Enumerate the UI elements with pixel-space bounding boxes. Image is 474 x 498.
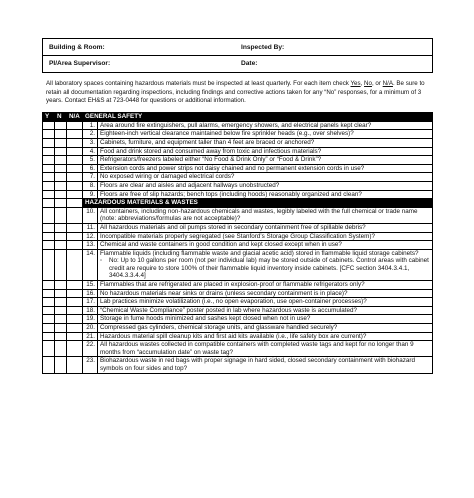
- intro-yes: Yes: [350, 80, 361, 87]
- item-text-cell: [98, 315, 433, 324]
- checkbox-yes[interactable]: [43, 207, 55, 223]
- checkbox-yes[interactable]: [43, 306, 55, 315]
- checkbox-no[interactable]: [55, 156, 67, 165]
- checkbox-na[interactable]: [67, 130, 83, 139]
- item-text-cell: [98, 121, 433, 130]
- item-text-cell: [98, 130, 433, 139]
- item-text-cell: [98, 324, 433, 333]
- checklist-item: [43, 241, 433, 250]
- item-number: 20.: [83, 324, 98, 333]
- item-text: All hazardous materials and oil pumps stored in secondary containment free of spillable debris?: [100, 223, 366, 231]
- item-number: 1.: [83, 121, 98, 130]
- checklist-item: [43, 281, 433, 290]
- checkbox-na[interactable]: [67, 138, 83, 147]
- checklist-item: [43, 156, 433, 165]
- item-text-cell: [98, 164, 433, 173]
- intro-text: . Be sure to retain all documentation regarding inspections, including findings and corrective actions taken for any “No” responses, for a minimum of 3 years. Contact EH&S at 723-0448 for questions or additional information.: [46, 80, 425, 105]
- item-text-cell: [98, 173, 433, 182]
- item-text-cell: [98, 306, 433, 315]
- column-na: N/A: [67, 112, 83, 121]
- checkbox-na[interactable]: [67, 156, 83, 165]
- checkbox-yes[interactable]: [43, 249, 55, 280]
- checkbox-na[interactable]: [67, 324, 83, 333]
- item-text-cell: [98, 190, 433, 199]
- checkbox-na[interactable]: [67, 241, 83, 250]
- checkbox-na[interactable]: [67, 249, 83, 280]
- checkbox-no[interactable]: [55, 249, 67, 280]
- checkbox-no[interactable]: [55, 223, 67, 232]
- checkbox-na[interactable]: [67, 223, 83, 232]
- checklist-item: [43, 357, 433, 373]
- empty-cell: [43, 199, 55, 208]
- checkbox-no[interactable]: [55, 181, 67, 190]
- checkbox-yes[interactable]: [43, 181, 55, 190]
- checklist-item: [43, 190, 433, 199]
- empty-cell: [55, 199, 67, 208]
- pi-supervisor-label: PI/Area Supervisor:: [49, 60, 111, 67]
- checkbox-no[interactable]: [55, 130, 67, 139]
- item-text: Storage in fume hoods minimized and sashes kept closed when not in use?: [100, 315, 311, 323]
- item-text: Flammable liquids (including flammable waste and glacial acetic acid) stored in flammable liquid storage cabinets?: [100, 249, 419, 257]
- checklist-item: [43, 147, 433, 156]
- checkbox-yes[interactable]: [43, 357, 55, 373]
- checkbox-na[interactable]: [67, 332, 83, 341]
- checkbox-na[interactable]: [67, 147, 83, 156]
- item-number: 10.: [83, 207, 98, 223]
- section-title: GENERAL SAFETY: [83, 112, 433, 121]
- item-text: All hazardous wastes collected in compatible containers with completed waste tags and kept for no longer than 9 months from “accumulation date” on waste tag?: [100, 341, 414, 356]
- intro-na: N/A: [382, 80, 393, 87]
- item-number: 18.: [83, 306, 98, 315]
- item-text-cell: [98, 332, 433, 341]
- checkbox-yes[interactable]: [43, 324, 55, 333]
- checkbox-no[interactable]: [55, 173, 67, 182]
- checkbox-no[interactable]: [55, 324, 67, 333]
- checkbox-yes[interactable]: [43, 241, 55, 250]
- checklist-item: [43, 298, 433, 307]
- item-text-cell: [98, 289, 433, 298]
- intro-text: All laboratory spaces containing hazardous materials must be inspected at least quarterly. For each item check: [46, 80, 351, 87]
- checkbox-no[interactable]: [55, 315, 67, 324]
- checkbox-no[interactable]: [55, 121, 67, 130]
- checkbox-yes[interactable]: [43, 341, 55, 357]
- checkbox-no[interactable]: [55, 306, 67, 315]
- checkbox-yes[interactable]: [43, 121, 55, 130]
- item-text-cell: [98, 156, 433, 165]
- item-number: 21.: [83, 332, 98, 341]
- item-text: No exposed wiring or damaged electrical cords?: [100, 173, 235, 181]
- item-number: 5.: [83, 156, 98, 165]
- empty-cell: [67, 199, 83, 208]
- checklist-item: [43, 341, 433, 357]
- column-y: Y: [43, 112, 55, 121]
- checklist-item: [43, 232, 433, 241]
- item-number: 23.: [83, 357, 98, 373]
- item-text: Flammables that are refrigerated are placed in explosion-proof or flammable refrigerators only?: [100, 281, 365, 289]
- checklist-item: [43, 289, 433, 298]
- checklist-item: [43, 324, 433, 333]
- item-text-cell: [98, 138, 433, 147]
- item-text-cell: [98, 207, 433, 223]
- section-title: HAZARDOUS MATERIALS & WASTES: [83, 199, 433, 208]
- checkbox-na[interactable]: [67, 173, 83, 182]
- item-number: 19.: [83, 315, 98, 324]
- item-number: 16.: [83, 289, 98, 298]
- item-text: Hazardous material spill cleanup kits and first aid kits available (i.e., life safety box are current)?: [100, 332, 367, 340]
- checkbox-yes[interactable]: [43, 315, 55, 324]
- item-text-cell: [98, 241, 433, 250]
- checkbox-na[interactable]: [67, 190, 83, 199]
- item-text-cell: [98, 281, 433, 290]
- bullet-icon: ◦: [100, 257, 103, 265]
- checklist-item: [43, 207, 433, 223]
- item-text: Incompatible materials properly segregated (see Stanford’s Storage Group Classification System)?: [100, 232, 375, 240]
- checkbox-no[interactable]: [55, 357, 67, 373]
- subnote-text: No: Up to 10 gallons per room (not per individual lab) may be stored outside of cabinets. Control areas with cabinet credit are require to store 100% of their flammable liquid inventory inside cabinets. [CFC section 3404.3.4.1, 3404.3.3.4.4]: [109, 257, 429, 280]
- item-text: Extension cords and power strips not daisy chained and no permanent extension cords in use?: [100, 164, 365, 172]
- checklist-item: [43, 138, 433, 147]
- item-number: 6.: [83, 164, 98, 173]
- item-number: 11.: [83, 223, 98, 232]
- checkbox-no[interactable]: [55, 332, 67, 341]
- item-number: 17.: [83, 298, 98, 307]
- item-text-cell: [98, 181, 433, 190]
- checklist-item: [43, 173, 433, 182]
- checklist-item: [43, 249, 433, 280]
- checkbox-yes[interactable]: [43, 332, 55, 341]
- checkbox-na[interactable]: [67, 306, 83, 315]
- section-header-row: [43, 199, 433, 208]
- item-subnote: [100, 257, 430, 280]
- item-number: 12.: [83, 232, 98, 241]
- item-number: 7.: [83, 173, 98, 182]
- item-text: Refrigerators/freezers labeled either “No Food & Drink Only” or “Food & Drink”?: [100, 156, 322, 164]
- checkbox-yes[interactable]: [43, 156, 55, 165]
- item-text-cell: [98, 147, 433, 156]
- checkbox-no[interactable]: [55, 232, 67, 241]
- column-header-row: [43, 112, 433, 121]
- item-text: “Chemical Waste Compliance” poster posted in lab where hazardous waste is accumulated?: [100, 306, 358, 314]
- inspection-form: [42, 38, 433, 374]
- checkbox-na[interactable]: [67, 164, 83, 173]
- inspected-by-label: Inspected By:: [241, 44, 285, 51]
- item-text-cell: [98, 223, 433, 232]
- item-text: Floors are free of slip hazards; bench tops (including hoods) reasonably organized and clean?: [100, 190, 362, 198]
- checkbox-yes[interactable]: [43, 173, 55, 182]
- checkbox-na[interactable]: [67, 121, 83, 130]
- checkbox-no[interactable]: [55, 190, 67, 199]
- item-number: 8.: [83, 181, 98, 190]
- item-text: Eighteen-inch vertical clearance maintained below fire sprinkler heads (e.g., over shelves)?: [100, 130, 354, 138]
- checklist-item: [43, 306, 433, 315]
- checkbox-na[interactable]: [67, 357, 83, 373]
- checkbox-no[interactable]: [55, 341, 67, 357]
- checklist-table: [42, 112, 433, 374]
- header-box: [42, 38, 433, 73]
- item-text-cell: [98, 232, 433, 241]
- checkbox-no[interactable]: [55, 164, 67, 173]
- item-text: Food and drink stored and consumed away from toxic and infectious materials?: [100, 147, 322, 155]
- checkbox-na[interactable]: [67, 207, 83, 223]
- instructions-paragraph: [46, 80, 431, 106]
- checklist-item: [43, 315, 433, 324]
- item-number: 4.: [83, 147, 98, 156]
- item-number: 15.: [83, 281, 98, 290]
- item-text: Chemical and waste containers in good condition and kept closed except when in use?: [100, 241, 342, 249]
- item-text-cell: [98, 357, 433, 373]
- intro-no: No: [364, 80, 372, 87]
- checklist-item: [43, 181, 433, 190]
- checkbox-na[interactable]: [67, 315, 83, 324]
- checkbox-yes[interactable]: [43, 232, 55, 241]
- item-text: Lab practices minimize volatilization (i.e., no open evaporation, use open-container processes)?: [100, 298, 367, 306]
- item-text: Area around fire extinguishers, pull alarms, emergency showers, and electrical panels kept clear?: [100, 121, 372, 129]
- item-text: Floors are clear and aisles and adjacent hallways unobstructed?: [100, 181, 280, 189]
- checkbox-no[interactable]: [55, 147, 67, 156]
- checkbox-na[interactable]: [67, 181, 83, 190]
- checkbox-no[interactable]: [55, 138, 67, 147]
- checkbox-no[interactable]: [55, 281, 67, 290]
- item-number: 22.: [83, 341, 98, 357]
- checkbox-yes[interactable]: [43, 147, 55, 156]
- item-text: No hazardous materials near sinks or drains (unless secondary containment is in place)?: [100, 289, 348, 297]
- item-number: 13.: [83, 241, 98, 250]
- item-text: Compressed gas cylinders, chemical storage units, and glassware handled securely?: [100, 324, 338, 332]
- checkbox-yes[interactable]: [43, 289, 55, 298]
- item-number: 9.: [83, 190, 98, 199]
- header-divider: [43, 55, 432, 56]
- item-text-cell: [98, 341, 433, 357]
- intro-sep: ,: [360, 80, 365, 87]
- item-text: Cabinets, furniture, and equipment taller than 4 feet are braced or anchored?: [100, 138, 315, 146]
- checkbox-na[interactable]: [67, 298, 83, 307]
- item-text: Biohazardous waste in red bags with proper signage in hard sided, closed secondary containment with biohazard symbols on four sides and top?: [100, 357, 416, 372]
- checkbox-yes[interactable]: [43, 281, 55, 290]
- checkbox-na[interactable]: [67, 341, 83, 357]
- checkbox-na[interactable]: [67, 289, 83, 298]
- checklist-item: [43, 130, 433, 139]
- item-number: 3.: [83, 138, 98, 147]
- checklist-item: [43, 223, 433, 232]
- checkbox-na[interactable]: [67, 281, 83, 290]
- checklist-item: [43, 332, 433, 341]
- item-text: All containers, including non-hazardous chemicals and wastes, legibly labeled with the full chemical or trade name (note: abbreviations/formulas are not acceptable)?: [100, 207, 418, 223]
- checkbox-yes[interactable]: [43, 164, 55, 173]
- item-number: 14.: [83, 249, 98, 280]
- checkbox-no[interactable]: [55, 241, 67, 250]
- checkbox-na[interactable]: [67, 232, 83, 241]
- checkbox-yes[interactable]: [43, 138, 55, 147]
- checkbox-no[interactable]: [55, 298, 67, 307]
- checkbox-no[interactable]: [55, 207, 67, 223]
- checkbox-no[interactable]: [55, 289, 67, 298]
- item-number: 2.: [83, 130, 98, 139]
- checkbox-yes[interactable]: [43, 190, 55, 199]
- checklist-item: [43, 164, 433, 173]
- checkbox-yes[interactable]: [43, 298, 55, 307]
- checklist-item: [43, 121, 433, 130]
- checkbox-yes[interactable]: [43, 130, 55, 139]
- item-text-cell: [98, 298, 433, 307]
- intro-sep: , or: [371, 80, 383, 87]
- checkbox-yes[interactable]: [43, 223, 55, 232]
- column-n: N: [55, 112, 67, 121]
- date-label: Date:: [241, 60, 258, 67]
- item-text-cell: [98, 249, 433, 280]
- building-room-label: Building & Room:: [49, 44, 105, 51]
